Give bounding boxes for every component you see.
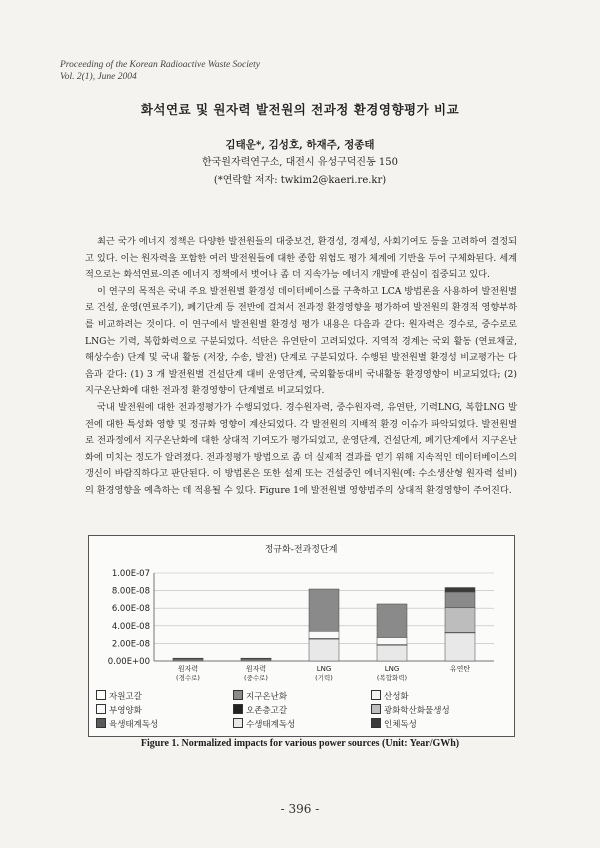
legend-label: 자원고갈	[109, 692, 142, 702]
x-tick-sublabel: (경수로)	[176, 674, 200, 682]
legend-item	[371, 718, 417, 732]
legend-label: 산성화	[384, 692, 409, 702]
contact-info: (*연락할 저자: twkim2@kaeri.re.kr)	[213, 175, 387, 186]
legend-label: 오존층고갈	[246, 706, 288, 716]
bar-segment	[241, 659, 271, 661]
bar-segment	[445, 633, 475, 661]
affiliation: 한국원자력연구소, 대전시 유성구덕진동 150	[201, 157, 399, 168]
chart-svg	[89, 536, 514, 689]
legend-label: 지구온난화	[246, 692, 288, 702]
x-tick-sublabel: (중수로)	[244, 674, 268, 682]
y-tick-label: 8.00E-08	[111, 586, 150, 597]
x-tick-sublabel: (기력)	[315, 674, 333, 682]
legend-item	[233, 718, 295, 732]
x-tick-label: LNG	[384, 665, 400, 673]
legend-label: 광화학산화물생성	[384, 706, 450, 716]
body-text	[85, 234, 517, 500]
journal-volume: Vol. 2(1), June 2004	[60, 72, 137, 82]
bar-segment	[377, 604, 407, 637]
paragraph-1: 최근 국가 에너지 정책은 다양한 발전원들의 대중보건, 환경성, 경제성, 사회기여도 등을 고려하여 결정되고 있다. 이는 원자력을 포함한 여러 발전원들에 대한 종합 위험도 평가 체계에 기반을 두어 구체화된다. 세계적으로는 화석연료-의존 에너지 정책에서 벗어나 좀 더 지속가능 에너지 개발에 관심이 집중되고 있다.	[85, 236, 517, 281]
bar-segment	[173, 659, 203, 661]
paragraph-3: 국내 발전원에 대한 전과정평가가 수행되었다. 경수원자력, 중수원자력, 유연탄, 기력LNG, 복합LNG 발전에 대한 특성화 영향 및 정규화 영향이 계산되었다. 각 발전원의 지배적 환경 이슈가 파악되었다. 발전원별로 전과정에서 지구온난화에 대한 상대적 기여도가 평가되었고, 운영단계, 건설단계, 폐기단계에서 지구온난화에 미치는 정도가 알려졌다. 전과정평가 방법으로 좀 더 실제적 결과를 얻기 위해 지속적인 데이터베이스의 갱신이 바람직하다고 판단된다. 이 방법론은 또한 설계 또는 건설중인 에너지원(예: 수소생산형 원자력 설비)의 환경영향을 예측하는 데 적용될 수 있다. Figure 1에 발전원별 영향범주의 상대적 환경영향이 주어진다.	[85, 401, 517, 496]
legend-swatch	[371, 690, 381, 700]
legend-item	[96, 704, 142, 718]
legend-label: 수생태계독성	[246, 720, 296, 730]
legend-item	[96, 690, 142, 704]
y-tick-label: 6.00E-08	[111, 604, 150, 615]
legend-item	[371, 690, 409, 704]
authors: 김태운*, 김성호, 하재주, 정종태	[225, 139, 375, 151]
y-tick-label: 1.00E-07	[111, 569, 150, 579]
chart-title: 정규화-전과정단계	[264, 545, 338, 555]
bar-segment	[309, 639, 339, 661]
bar-segment	[445, 608, 475, 633]
legend-label: 육생태계독성	[109, 720, 159, 730]
bar-segment	[377, 637, 407, 644]
legend-item	[233, 690, 287, 704]
paper-title: 화석연료 및 원자력 발전원의 전과정 환경영향평가 비교	[140, 102, 460, 117]
y-tick-label: 0.00E+00	[107, 657, 150, 667]
paragraph-2: 이 연구의 목적은 국내 주요 발전원별 환경성 데이터베이스를 구축하고 LCA 방법론을 사용하여 발전원별로 건설, 운영(연료주기), 폐기단계 등 전반에 걸쳐서 전과정 환경영향을 평가하여 발전원의 환경적 영향부하를 비교하려는 것이다. 이 연구에서 발전원별 환경성 평가 내용은 다음과 같다: 원자력은 경수로, 중수로로 LNG는 기력, 복합화력으로 구분되었다. 석탄은 유연탄이 고려되었다. 지역적 경계는 국외 활동 (연료채굴, 해상수송) 단계 및 국내 활동 (저장, 수송, 발전) 단계로 구분되었다. 수행된 발전원별 환경성 비교평가는 다음과 같다: (1) 3 개 발전원별 건설단계 대비 운영단계, 국외활동대비 국내활동 환경영향이 비교되었다; (2) 지구온난화에 대한 전과정 환경영향이 단계별로 비교되었다.	[85, 285, 517, 397]
legend-swatch	[96, 704, 106, 714]
bar-segment	[309, 589, 339, 631]
legend-swatch	[96, 690, 106, 700]
legend-swatch	[233, 690, 243, 700]
legend-swatch	[233, 704, 243, 714]
chart-legend	[88, 688, 513, 734]
journal-name: Proceeding of the Korean Radioactive Waste Society	[60, 60, 260, 70]
legend-label: 인체독성	[384, 720, 417, 730]
bar-segment	[377, 645, 407, 661]
bar-segment	[173, 658, 203, 659]
legend-item	[371, 704, 450, 718]
legend-swatch	[96, 718, 106, 728]
legend-swatch	[371, 718, 381, 728]
page-number: - 396 -	[280, 802, 320, 816]
bar-segment	[445, 588, 475, 592]
bar-segment	[309, 631, 339, 638]
legend-item	[96, 718, 158, 732]
legend-item	[233, 704, 287, 718]
y-tick-label: 4.00E-08	[111, 621, 150, 632]
figure-caption: Figure 1. Normalized impacts for various power sources (Unit: Year/GWh)	[140, 738, 460, 749]
legend-label: 부영양화	[109, 706, 142, 716]
bar-segment	[445, 592, 475, 608]
legend-swatch	[233, 718, 243, 728]
legend-swatch	[371, 704, 381, 714]
x-tick-label: 원자력	[245, 665, 267, 673]
x-tick-sublabel: (복합화력)	[376, 674, 408, 682]
x-tick-label: LNG	[316, 665, 332, 673]
bar-segment	[241, 658, 271, 659]
y-tick-label: 2.00E-08	[111, 639, 150, 650]
x-tick-label: 원자력	[177, 665, 199, 673]
x-tick-label: 유연탄	[449, 665, 471, 673]
